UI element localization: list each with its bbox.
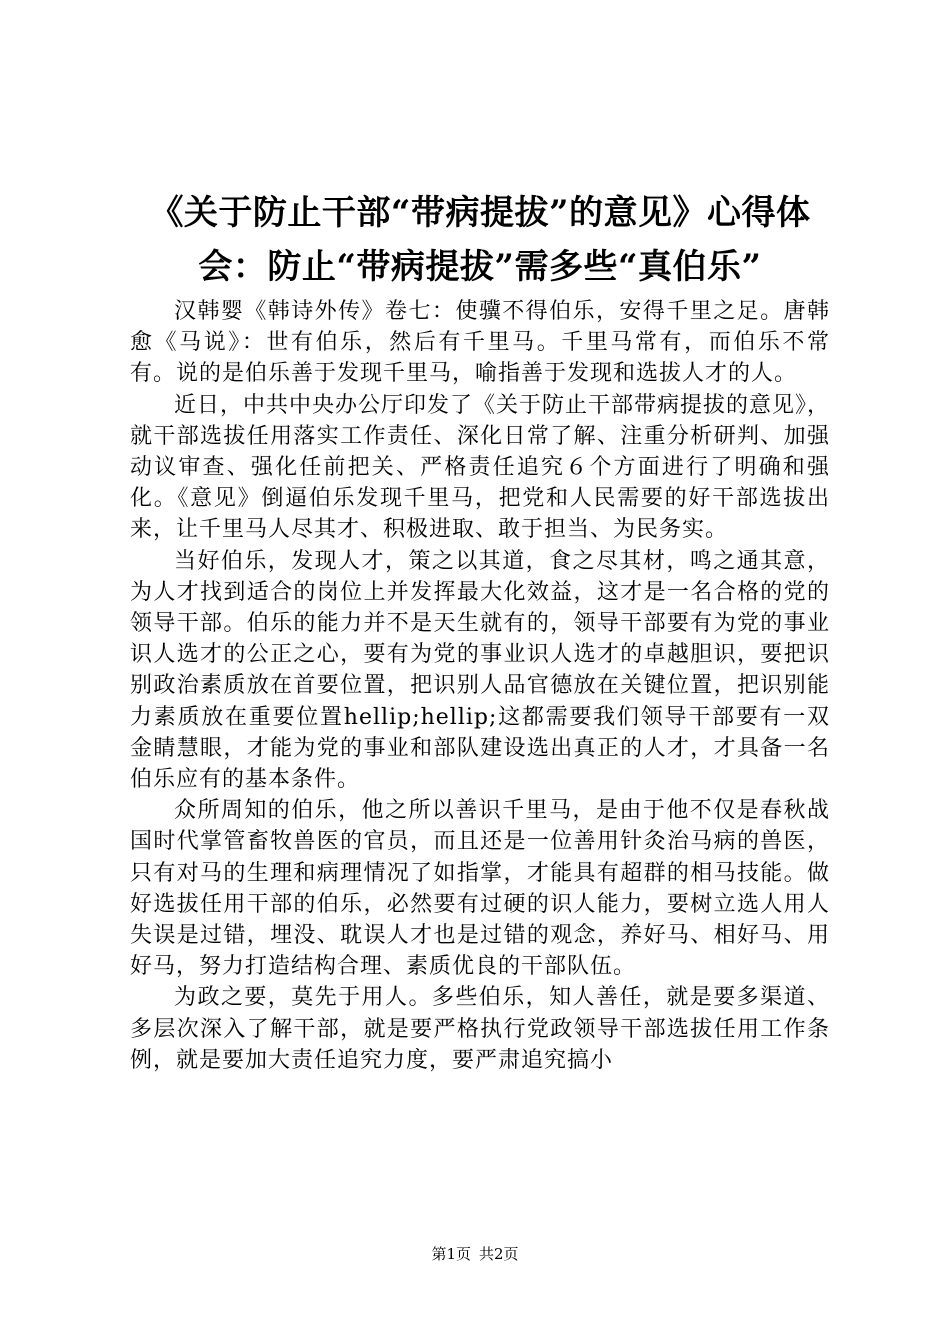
document-title: 《关于防止干部“带病提拔”的意见》心得体会：防止“带病提拔”需多些“真伯乐” <box>149 193 811 287</box>
paragraph-2: 近日，中共中央办公厅印发了《关于防止干部带病提拔的意见》，就干部选拔任用落实工作责任、深化日常了解、注重分析研判、加强动议审查、强化任前把关、严格责任追究６个方面进行了明确和强化。《意见》倒逼伯乐发现千里马，把党和人民需要的好干部选拔出来，让千里马人尽其才、积极进取、敢于担当、为民务实。 <box>130 392 831 543</box>
paragraph-1: 汉韩婴《韩诗外传》卷七：使骥不得伯乐，安得千里之足。唐韩愈《马说》：世有伯乐，然后有千里马。千里马常有，而伯乐不常有。说的是伯乐善于发现千里马，喻指善于发现和选拔人才的人。 <box>130 299 830 387</box>
page-number: 第1页 <box>431 1245 471 1263</box>
document-body <box>130 296 830 1076</box>
paragraph-4: 众所周知的伯乐，他之所以善识千里马，是由于他不仅是春秋战国时代掌管畜牧兽医的官员，而且还是一位善用针灸治马病的兽医，只有对马的生理和病理情况了如指掌，才能具有超群的相马技能。做好选拔任用干部的伯乐，必然要有过硬的识人能力，要树立选人用人失误是过错，埋没、耽误人才也是过错的观念，养好马、相好马、用好马，努力打造结构合理、素质优良的干部队伍。 <box>130 798 830 980</box>
paragraph-5: 为政之要，莫先于用人。多些伯乐，知人善任，就是要多渠道、多层次深入了解干部，就是要严格执行党政领导干部选拔任用工作条例，就是要加大责任追究力度，要严肃追究搞小 <box>130 985 830 1073</box>
page-footer <box>0 1244 950 1264</box>
paragraph-3: 当好伯乐，发现人才，策之以其道，食之尽其材，鸣之通其意，为人才找到适合的岗位上并发挥最大化效益，这才是一名合格的党的领导干部。伯乐的能力并不是天生就有的，领导干部要有为党的事业识人选才的公正之心，要有为党的事业识人选才的卓越胆识，要把识别政治素质放在首要位置，把识别人品官德放在关键位置，把识别能力素质放在重要位置hellip;hellip;这都需要我们领导干部要有一双金睛慧眼，才能为党的事业和部队建设选出真正的人才，才具备一名伯乐应有的基本条件。 <box>130 548 830 793</box>
page-total: 共2页 <box>479 1245 519 1263</box>
